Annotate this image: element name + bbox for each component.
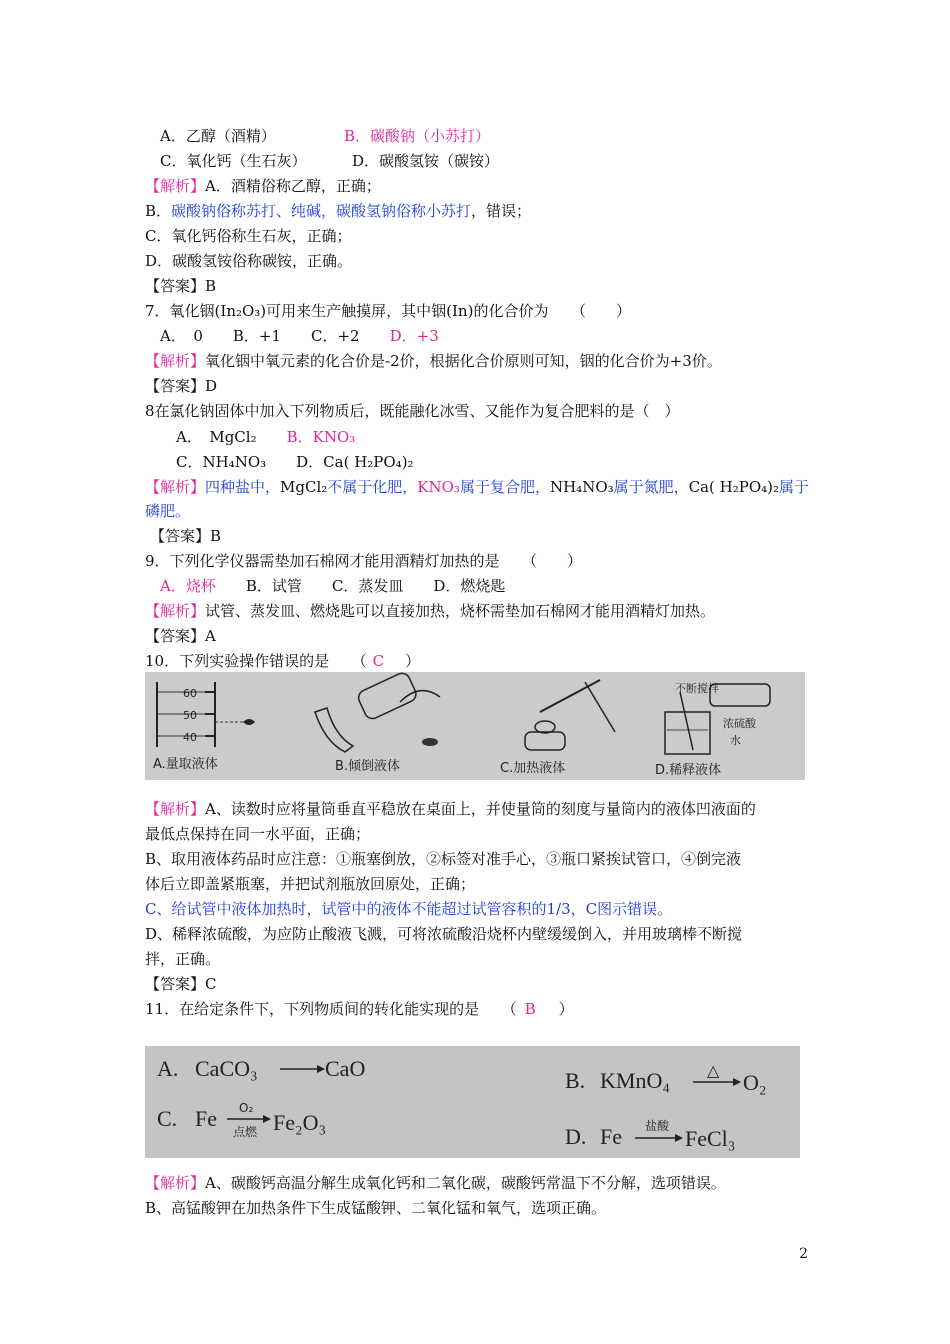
q7-answer: 【答案】D: [145, 377, 218, 395]
analysis-tag: 【解析】: [145, 478, 206, 496]
b-cond: △: [707, 1061, 720, 1080]
q8-options-ab: A． MgCl₂ B．KNO₃: [176, 428, 356, 446]
c-label: C.: [157, 1106, 178, 1131]
q8-option-b: B．KNO₃: [286, 428, 356, 446]
a-left: CaCO₃: [195, 1056, 258, 1081]
q7-options: A． 0 B．+1 C．+2 D．+3: [160, 327, 439, 345]
a-label: A.: [157, 1056, 179, 1081]
q9-options: A．烧杯 B．试管 C．蒸发皿 D．燃烧匙: [160, 577, 506, 595]
q11-analysis-line-a: 【解析】A、碳酸钙高温分解生成氧化钙和二氧化碳，碳酸钙常温下不分解，选项错误。: [145, 1174, 726, 1192]
q10-operations-figure: [145, 672, 805, 780]
note-water: 水: [730, 734, 741, 747]
q6-analysis-line-b: B．碳酸钠俗称苏打、纯碱，碳酸氢钠俗称小苏打，错误；: [145, 202, 532, 220]
q10-analysis-line-d1: D、稀释浓硫酸，为应防止酸液飞溅，可将浓硫酸沿烧杯内壁缓缓倒入，并用玻璃棒不断搅: [145, 925, 743, 943]
d-cond: 盐酸: [645, 1119, 670, 1133]
analysis-tag: 【解析】: [145, 177, 206, 195]
q7-analysis: 【解析】氧化铟中氧元素的化合价是-2价，根据化合价原则可知，铟的化合价为+3价。: [145, 352, 722, 370]
q10-stem: 10．下列实验操作错误的是 （ C ）: [145, 652, 421, 670]
c-right: Fe₂O₃: [273, 1110, 327, 1135]
q10-answer: 【答案】C: [145, 975, 217, 993]
q6-analysis-line-a: 【解析】A．酒精俗称乙醇，正确；: [145, 177, 381, 195]
b-right: O₂: [743, 1070, 767, 1095]
q9-analysis: 【解析】试管、蒸发皿、燃烧匙可以直接加热，烧杯需垫加石棉网才能用酒精灯加热。: [145, 602, 716, 620]
analysis-tag: 【解析】: [145, 602, 206, 620]
q7-option-d: D．+3: [389, 327, 439, 345]
label-a: A.量取液体: [153, 757, 218, 772]
reaction-equations-illustration: [145, 1046, 800, 1158]
analysis-tag: 【解析】: [145, 800, 206, 818]
q11-analysis-line-b: B、高锰酸钾在加热条件下生成锰酸钾、二氧化锰和氧气，选项正确。: [145, 1199, 607, 1217]
q11-stem: 11．在给定条件下，下列物质间的转化能实现的是 （ B ）: [145, 1000, 574, 1018]
q10-analysis-line-a1: 【解析】A、读数时应将量筒垂直平稳放在桌面上，并使量筒的刻度与量筒内的液体凹液面的: [145, 800, 756, 818]
q6-option-b: B．碳酸钠（小苏打）: [344, 127, 491, 145]
note-stir: 不断搅拌: [675, 682, 719, 695]
q10-analysis-line-d2: 拌，正确。: [145, 950, 221, 968]
page-number: 2: [799, 1246, 808, 1262]
q6-option-a: A．乙醇（酒精）: [160, 127, 276, 145]
q6-option-c: C．氧化钙（生石灰）: [160, 152, 307, 170]
q10-analysis-line-c: C、给试管中液体加热时，试管中的液体不能超过试管容积的1/3，C图示错误。: [145, 900, 673, 918]
q11-reactions-figure: [145, 1046, 800, 1158]
label-b: B.倾倒液体: [335, 759, 401, 774]
q8-analysis-line-1: 【解析】四种盐中，MgCl₂不属于化肥，KNO₃属于复合肥，NH₄NO₃属于氮肥，Ca( H₂PO₄)₂属于: [145, 478, 810, 496]
q8-options-cd: C．NH₄NO₃ D．Ca( H₂PO₄)₂: [176, 453, 414, 471]
analysis-tag: 【解析】: [145, 1174, 206, 1192]
c-left: Fe: [195, 1106, 217, 1131]
c-cond-bottom: 点燃: [233, 1125, 258, 1139]
d-label: D.: [565, 1124, 587, 1149]
note-acid: 浓硫酸: [723, 717, 756, 730]
q6-option-d: D．碳酸氢铵（碳铵）: [352, 152, 500, 170]
q7-stem: 7．氧化铟(In₂O₃)可用来生产触摸屏，其中铟(In)的化合价为 （ ）: [145, 302, 631, 320]
q11-choice: B: [524, 1000, 536, 1018]
q10-analysis-line-b1: B、取用液体药品时应注意：①瓶塞倒放，②标签对准手心，③瓶口紧挨试管口，④倒完液: [145, 850, 742, 868]
q10-analysis-line-b2: 体后立即盖紧瓶塞，并把试剂瓶放回原处，正确；: [145, 875, 476, 893]
q9-option-a: A．烧杯: [160, 577, 216, 595]
q6-analysis-line-c: C．氧化钙俗称生石灰，正确；: [145, 227, 352, 245]
scale-40-label: 40: [183, 731, 197, 744]
q6-answer: 【答案】B: [145, 277, 217, 295]
q6-analysis-line-d: D．碳酸氢铵俗称碳铵，正确。: [145, 252, 353, 270]
lab-operations-illustration: [145, 672, 805, 780]
b-left: KMnO₄: [600, 1068, 671, 1093]
q8-answer: 【答案】B: [150, 527, 222, 545]
d-left: Fe: [600, 1124, 622, 1149]
q9-answer: 【答案】A: [145, 627, 216, 645]
b-label: B.: [565, 1068, 586, 1093]
q8-stem: 8在氯化钠固体中加入下列物质后，既能融化冰雪、又能作为复合肥料的是（ ）: [145, 402, 680, 420]
scale-60-label: 60: [183, 687, 197, 700]
q10-analysis-line-a2: 最低点保持在同一水平面，正确；: [145, 825, 371, 843]
analysis-tag: 【解析】: [145, 352, 206, 370]
label-d: D.稀释液体: [655, 763, 722, 778]
a-right: CaO: [325, 1056, 366, 1081]
q10-choice: C: [372, 652, 385, 670]
scale-50-label: 50: [183, 709, 197, 722]
label-c: C.加热液体: [500, 761, 566, 776]
q9-stem: 9．下列化学仪器需垫加石棉网才能用酒精灯加热的是 （ ）: [145, 552, 583, 570]
c-cond-top: O₂: [239, 1101, 254, 1115]
d-right: FeCl₃: [685, 1126, 736, 1151]
q8-analysis-line-2: 磷肥。: [145, 502, 191, 520]
